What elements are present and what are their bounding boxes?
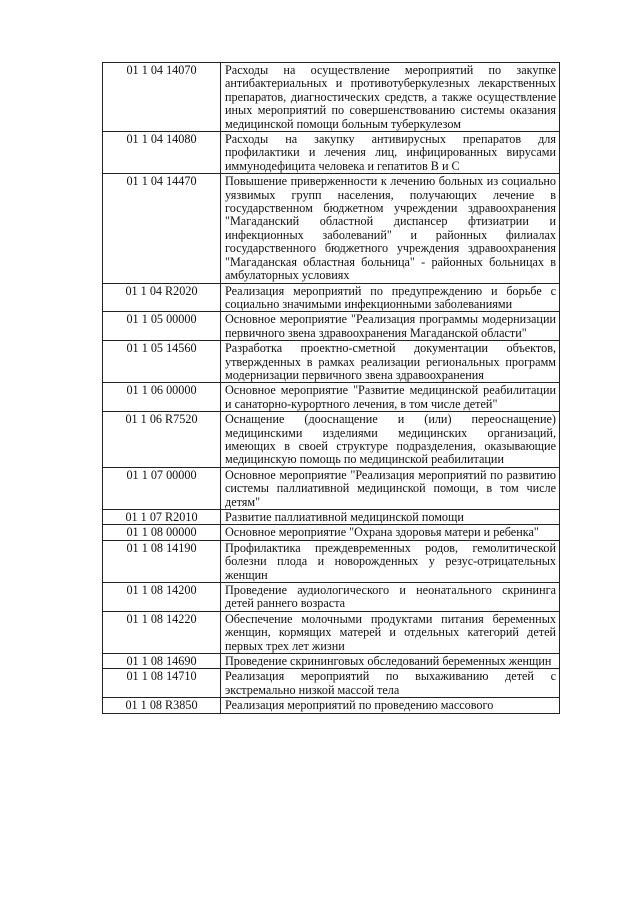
budget-code-cell: 01 1 08 R3850 — [103, 698, 221, 713]
table-row — [103, 383, 560, 412]
expense-description-cell: Проведение скрининговых обследований беременных женщин — [221, 654, 560, 669]
budget-code-cell: 01 1 04 R2020 — [103, 283, 221, 312]
expense-description-cell: Проведение аудиологического и неонатального скрининга детей раннего возраста — [221, 583, 560, 612]
expense-description-cell: Развитие паллиативной медицинской помощи — [221, 510, 560, 525]
table-row — [103, 611, 560, 653]
table-body — [103, 63, 560, 714]
budget-code-cell: 01 1 04 14070 — [103, 63, 221, 132]
table-row — [103, 698, 560, 713]
expense-description-cell: Реализация мероприятий по проведению массового — [221, 698, 560, 713]
table-row — [103, 132, 560, 174]
budget-code-cell: 01 1 07 R2010 — [103, 510, 221, 525]
table-row — [103, 525, 560, 540]
expense-description-cell: Реализация мероприятий по предупреждению и борьбе с социально значимыми инфекционными заболеваниями — [221, 283, 560, 312]
budget-code-cell: 01 1 06 00000 — [103, 383, 221, 412]
expense-description-cell: Основное мероприятие "Реализация мероприятий по развитию системы паллиативной медицинской помощи, в том числе детям" — [221, 467, 560, 509]
expense-description-cell: Обеспечение молочными продуктами питания беременных женщин, кормящих матерей и отдельных категорий детей первых трех лет жизни — [221, 611, 560, 653]
table-row — [103, 540, 560, 582]
budget-code-cell: 01 1 08 14200 — [103, 583, 221, 612]
expense-description-cell: Основное мероприятие "Охрана здоровья матери и ребенка" — [221, 525, 560, 540]
expense-description-cell: Реализация мероприятий по выхаживанию детей с экстремально низкой массой тела — [221, 669, 560, 698]
expense-description-cell: Оснащение (дооснащение и (или) переоснащение) медицинскими изделиями медицинских организаций, имеющих в своей структуре подразделения, оказывающие медицинскую помощь по медицинской реабилитации — [221, 412, 560, 468]
table-row — [103, 341, 560, 383]
expense-description-cell: Основное мероприятие "Реализация программы модернизации первичного звена здравоохранения Магаданской области" — [221, 312, 560, 341]
budget-code-cell: 01 1 05 14560 — [103, 341, 221, 383]
table-row — [103, 412, 560, 468]
table-row — [103, 467, 560, 509]
table-row — [103, 583, 560, 612]
budget-code-cell: 01 1 04 14080 — [103, 132, 221, 174]
budget-code-cell: 01 1 06 R7520 — [103, 412, 221, 468]
expense-description-cell: Повышение приверженности к лечению больных из социально уязвимых групп населения, получающих лечение в государственном бюджетном учреждении здравоохранения "Магаданский областной диспансер фтизиатрии и инфекционных заболеваний" и районных филиалах государственного бюджетного учреждения здравоохранения "Магаданская областная больница" - районных больницах в амбулаторных условиях — [221, 174, 560, 283]
budget-code-cell: 01 1 05 00000 — [103, 312, 221, 341]
expense-description-cell: Разработка проектно-сметной документации объектов, утвержденных в рамках реализации региональных программ модернизации первичного звена здравоохранения — [221, 341, 560, 383]
table-row — [103, 510, 560, 525]
budget-code-cell: 01 1 04 14470 — [103, 174, 221, 283]
budget-code-cell: 01 1 08 00000 — [103, 525, 221, 540]
expense-description-cell: Расходы на осуществление мероприятий по закупке антибактериальных и противотуберкулезных лекарственных препаратов, диагностических средств, а также осуществление иных мероприятий по совершенствованию системы оказания медицинской помощи больным туберкулезом — [221, 63, 560, 132]
budget-code-cell: 01 1 08 14690 — [103, 654, 221, 669]
table-row — [103, 312, 560, 341]
expense-description-cell: Профилактика преждевременных родов, гемолитической болезни плода и новорожденных у резус-отрицательных женщин — [221, 540, 560, 582]
budget-classification-table — [102, 62, 560, 714]
budget-code-cell: 01 1 08 14220 — [103, 611, 221, 653]
table-row — [103, 283, 560, 312]
expense-description-cell: Основное мероприятие "Развитие медицинской реабилитации и санаторно-курортного лечения, в том числе детей" — [221, 383, 560, 412]
table-row — [103, 669, 560, 698]
budget-code-cell: 01 1 07 00000 — [103, 467, 221, 509]
expense-description-cell: Расходы на закупку антивирусных препаратов для профилактики и лечения лиц, инфицированных вирусами иммунодефицита человека и гепатитов В и С — [221, 132, 560, 174]
table-row — [103, 174, 560, 283]
table-row — [103, 63, 560, 132]
budget-code-cell: 01 1 08 14710 — [103, 669, 221, 698]
budget-code-cell: 01 1 08 14190 — [103, 540, 221, 582]
table-row — [103, 654, 560, 669]
